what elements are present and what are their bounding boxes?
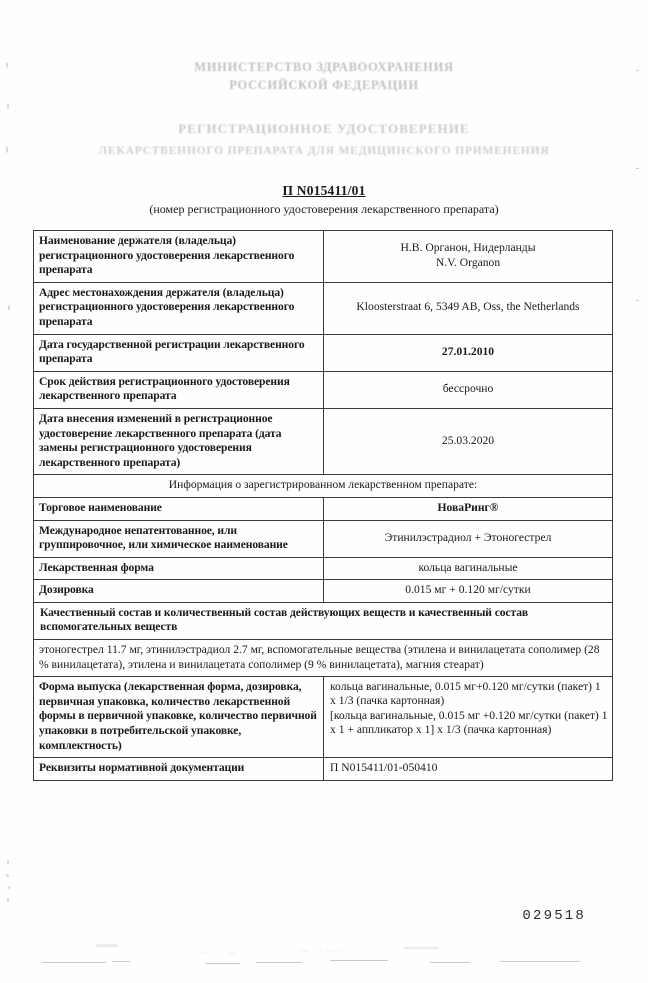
scan-speckle xyxy=(8,305,10,310)
table-row-composition-label xyxy=(34,602,613,639)
dosage-label: Дозировка xyxy=(34,580,324,603)
certificate-kind-subtitle: ЛЕКАРСТВЕННОГО ПРЕПАРАТА ДЛЯ МЕДИЦИНСКОГО ПРИМЕНЕНИЯ xyxy=(98,145,550,157)
inn-value: Этинилэстрадиол + Этоногестрел xyxy=(324,520,613,557)
registration-number-caption: (номер регистрационного удостоверения лекарственного препарата) xyxy=(149,202,499,216)
package-form-label: Форма выпуска (лекарственная форма, дозировка, первичная упаковка, количество лекарственной формы в первичной упаковке, количество первичной упаковки в потребительской упаковке, комплектность) xyxy=(34,677,324,758)
signature-smudge-line xyxy=(42,962,106,963)
table-row-address xyxy=(34,282,613,334)
signature-smudge-line xyxy=(256,962,302,963)
ministry-line-1: МИНИСТЕРСТВО ЗДРАВООХРАНЕНИЯ xyxy=(194,60,454,74)
illegible-stamp-smudge: · ·· — · · — ·· xyxy=(284,946,346,955)
table-row-dosage xyxy=(34,580,613,603)
holder-value-en: N.V. Organon xyxy=(435,255,501,269)
scan-speckle xyxy=(7,898,9,902)
package-form-value xyxy=(324,677,613,758)
table-row-registration-date xyxy=(34,334,613,371)
inn-label: Международное непатентованное, или группировочное, или химическое наименование xyxy=(34,520,324,557)
scan-speckle xyxy=(7,860,9,864)
table-row-validity xyxy=(34,371,613,408)
ministry-line-2: РОССИЙСКОЙ ФЕДЕРАЦИИ xyxy=(229,78,419,92)
table-row-holder xyxy=(34,231,613,283)
scan-speckle xyxy=(7,104,9,109)
address-label: Адрес местонахождения держателя (владельца) регистрационного удостоверения лекарственного препарата xyxy=(34,282,324,334)
table-row-composition-value xyxy=(34,640,613,677)
table-row-inn xyxy=(34,520,613,557)
package-form-value-line-2: [кольца вагинальные, 0.015 мг +0.120 мг/сутки (пакет) 1 х 1 + аппликатор х 1] х 1/3 (пачка картонная) xyxy=(330,708,608,736)
illegible-stamp-smudge: · · — ·· · — · · xyxy=(186,948,251,957)
table-row-trade-name xyxy=(34,497,613,520)
validity-value: бессрочно xyxy=(324,371,613,408)
package-form-value-line-1: кольца вагинальные, 0.015 мг+0.120 мг/сутки (пакет) 1 х 1/3 (пачка картонная) xyxy=(330,680,601,708)
table-row-amendment-date xyxy=(34,408,613,474)
composition-value: этоногестрел 11.7 мг, этинилэстрадиол 2.7 мг, вспомогательные вещества (этилена и винилацетата сополимер (28 % винилацетата), этилена и винилацетата сополимер (9 % винилацетата), магния стеарат) xyxy=(34,640,613,677)
trade-name-label: Торговое наименование xyxy=(34,497,324,520)
table-row-package-form xyxy=(34,677,613,758)
signature-smudge-line xyxy=(206,963,240,964)
table-row-normative-docs xyxy=(34,758,613,781)
scan-speckle xyxy=(6,874,9,877)
composition-label: Качественный состав и количественный состав действующих веществ и качественный состав вспомогательных веществ xyxy=(34,602,613,639)
address-value: Kloosterstraat 6, 5349 AB, Oss, the Netherlands xyxy=(324,282,613,334)
scan-speckle xyxy=(8,886,10,889)
scan-edge-tick xyxy=(636,168,639,169)
certificate-kind-title: РЕГИСТРАЦИОННОЕ УДОСТОВЕРЕНИЕ xyxy=(178,121,470,136)
section-heading: Информация о зарегистрированном лекарственном препарате: xyxy=(34,475,613,498)
signature-smudge-line xyxy=(430,962,470,963)
registration-date-label: Дата государственной регистрации лекарственного препарата xyxy=(34,334,324,371)
trade-name-value: НоваРинг® xyxy=(324,497,613,520)
normative-docs-value: П N015411/01-050410 xyxy=(324,758,613,781)
signature-smudge-line xyxy=(112,961,130,962)
dosage-form-value: кольца вагинальные xyxy=(324,557,613,580)
signature-smudge-line xyxy=(500,961,580,962)
normative-docs-label: Реквизиты нормативной документации xyxy=(34,758,324,781)
stamp-smudge xyxy=(96,944,118,947)
scan-edge-tick xyxy=(636,300,639,301)
amendment-date-label: Дата внесения изменений в регистрационное удостоверение лекарственного препарата (дата замены регистрационного удостоверения лекарственного препарата) xyxy=(34,408,324,474)
stamp-smudge xyxy=(404,947,438,949)
table-row-dosage-form xyxy=(34,557,613,580)
amendment-date-value: 25.03.2020 xyxy=(324,408,613,474)
registration-number-block xyxy=(0,182,648,217)
serial-number: 029518 xyxy=(522,908,586,924)
certificate-kind-header xyxy=(0,118,648,162)
table-row-section-heading xyxy=(34,475,613,498)
registration-date-value: 27.01.2010 xyxy=(324,334,613,371)
holder-value xyxy=(324,231,613,283)
certificate-table xyxy=(33,230,613,781)
dosage-value: 0.015 мг + 0.120 мг/сутки xyxy=(324,580,613,603)
ministry-header xyxy=(0,58,648,94)
holder-label: Наименование держателя (владельца) регистрационного удостоверения лекарственного препарата xyxy=(34,231,324,283)
dosage-form-label: Лекарственная форма xyxy=(34,557,324,580)
registration-number: П N015411/01 xyxy=(282,183,366,198)
signature-smudge-line xyxy=(330,960,388,961)
validity-label: Срок действия регистрационного удостоверения лекарственного препарата xyxy=(34,371,324,408)
holder-value-ru: Н.В. Органон, Нидерланды xyxy=(400,241,536,255)
